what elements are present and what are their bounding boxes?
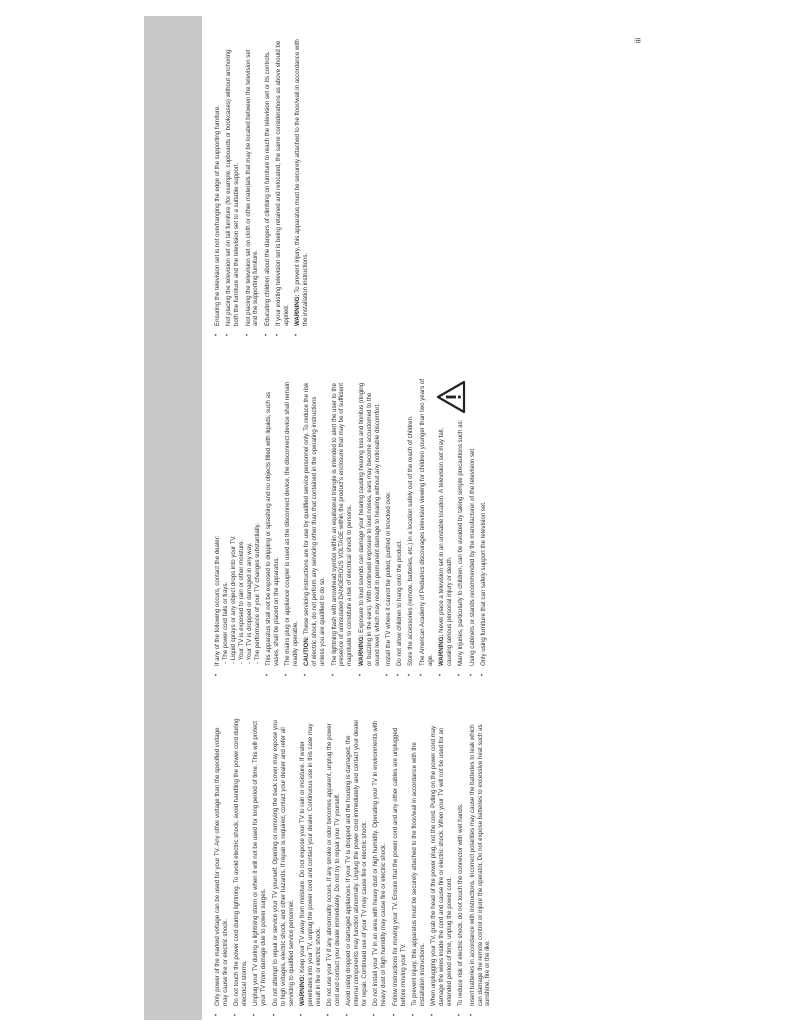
list-item: • To prevent injury, this apparatus must be securely attached to the floor/wall in accordance with the installation instructions. [411,718,427,1018]
safety-column-2 [214,378,491,678]
dealer-intro: If any of the following occurs, contact the dealer: [214,535,221,666]
dealer-condition: - The power cord fails or frays. [221,581,229,664]
list-item: • CAUTION: These servicing instructions are for use by qualified service personnel only. To reduce the risk of electric shock, do not perform any servicing other than that contained in the operating instructions unless you are qualified to do so. [303,378,327,678]
list-item: • Do not attempt to repair or service your TV yourself. Opening or removing the back cover may expose you to high voltages, electric shock, and other hazards. If repair is required, contact your dealer and refer all servicing to qualified service personnel. [272,718,296,1018]
list-item: • Only power of the marked voltage can be used for your TV. Any other voltage than the specified voltage may cause fire or electric shock. [214,718,230,1018]
list-item: • To reduce risk of electric shock, do not touch the connector with wet hands. [457,718,465,1018]
safety-list-2 [214,378,488,678]
list-item-warning: • WARNING: Never place a television set in an unstable location. A television set may fall, causing serious personal injury or death. [438,378,454,678]
list-item: • Do not touch the power cord during lightning. To avoid electric shock, avoid handling the power cord during electrical storms. [233,718,249,1018]
list-item-dealer [214,378,262,678]
dealer-condition: - The performance of your TV changes substantially. [253,523,261,664]
list-item: • Insert batteries in accordance with instructions. Incorrect polarities may cause the batteries to leak which can damage the remote control or injure the operator. Do not expose batteries to excessive heat such as sunshine, fire or the like. [469,718,493,1018]
list-item: • Not placing the television set on tall furniture (for example, cupboards or bookcases) without anchoring both the furniture and the television set to a suitable support. [225,38,241,338]
page-margin-bar [144,16,202,1020]
list-item: • This apparatus shall not be exposed to dripping or splashing and no objects filled with liquids, such as vases, shall be placed on the apparatus. [265,378,281,678]
list-item: • Do not install your TV in an area with heavy dust or high humidity. Operating your TV in environments with heavy dust or high humidity may cause fire or electric shock. [372,718,388,1018]
list-item: • The American Academy of Pediatrics discourages television viewing for children younger than two years of age. [419,378,435,678]
list-item: • Not placing the television set on cloth or other materials that may be located between the television set and the supporting furniture. [245,38,261,338]
list-item: • WARNING: To prevent injury, this apparatus must be securely attached to the floor/wall in accordance with the installation instructions. [294,38,310,338]
dealer-condition: - Liquid sprays or any object drops into your TV. [229,535,237,664]
safety-column-1 [214,718,496,1018]
page-number: iii [633,37,643,44]
list-item: • Unplug your TV during a lightning storm or when it will not be used for long period of time. This will protect your TV from damage due to power surges. [252,718,268,1018]
list-item: • WARNING: Exposure to loud sounds can damage your hearing causing hearing loss and tinnitus (ringing or buzzing in the ears). With continued exposure to loud noises, ears may become accustomed to the sound level, which may result in permanent damage to hearing without any noticeable discomfort. [358,378,382,678]
list-item: • Ensuring the television set is not overhanging the edge of the supporting furniture. [214,38,222,338]
list-item: • Do not allow children to hang onto the product. [396,378,404,678]
list-item: • Store the accessories (remote, batteries, etc.) in a location safely out of the reach of children. [407,378,415,678]
list-item: • Many injuries, particularly to children, can be avoided by taking simple precautions such as: [457,378,465,678]
safety-list-3 [214,38,310,338]
list-item: • Using cabinets or stands recommended by the manufacturer of the television set. [469,378,477,678]
list-item: • Do not use your TV if any abnormality occurs. If any smoke or odor becomes apparent, unplug the power cord and contact your dealer immediately. Do not try to repair your TV yourself. [326,718,342,1018]
safety-list-1 [214,718,492,1018]
list-item: • If your existing television set is being retained and relocated, the same considerations as above should be applied. [275,38,291,338]
safety-column-3 [214,38,314,338]
list-item: • WARNING: Keep your TV away from moisture. Do not expose your TV to rain or moisture. If water penetrates into your TV, unplug the power cord and contact your dealer. Continuous use in this case may result in fire or electric shock. [299,718,323,1018]
dealer-condition: - Your TV is dropped or damaged in any way. [245,542,253,664]
list-item: • The mains plug or appliance coupler is used as the disconnect device, the disconnect device shall remain readily operable. [284,378,300,678]
list-item: • Install the TV where it cannot be pulled, pushed or knocked over. [385,378,393,678]
list-item: • Educating children about the dangers of climbing on furniture to reach the television set or its controls. [264,38,272,338]
list-item: • Follow instructions for moving your TV. Ensure that the power cord and any other cables are unplugged before moving your TV. [392,718,408,1018]
list-item: • When unplugging your TV, grab the head of the power plug, not the cord. Pulling on the power cord may damage the wires inside the cord and cause fire or electric shock. When your TV will not be used for an extended period of time, unplug the power cord. [430,718,454,1018]
dealer-condition: - Your TV is exposed to rain or other moisture. [237,539,245,664]
list-item: • Only using furniture that can safely support the television set. [480,378,488,678]
list-item: • Avoid using dropped or damaged appliances. If your TV is dropped and the housing is damaged, the internal components may function abnormally. Unplug the power cord immediately and contact your dealer for repair. Continued use of your TV may cause fire or electric shock. [345,718,369,1018]
list-item: • The lightning flash with arrowhead symbol within an equilateral triangle is intended to alert the user to the presence of uninsulated DANGEROUS VOLTAGE within the product's enclosure that may be of sufficient magnitude to constitute a risk of electrical shock to persons. [331,378,355,678]
rotated-page-content [214,18,654,1018]
